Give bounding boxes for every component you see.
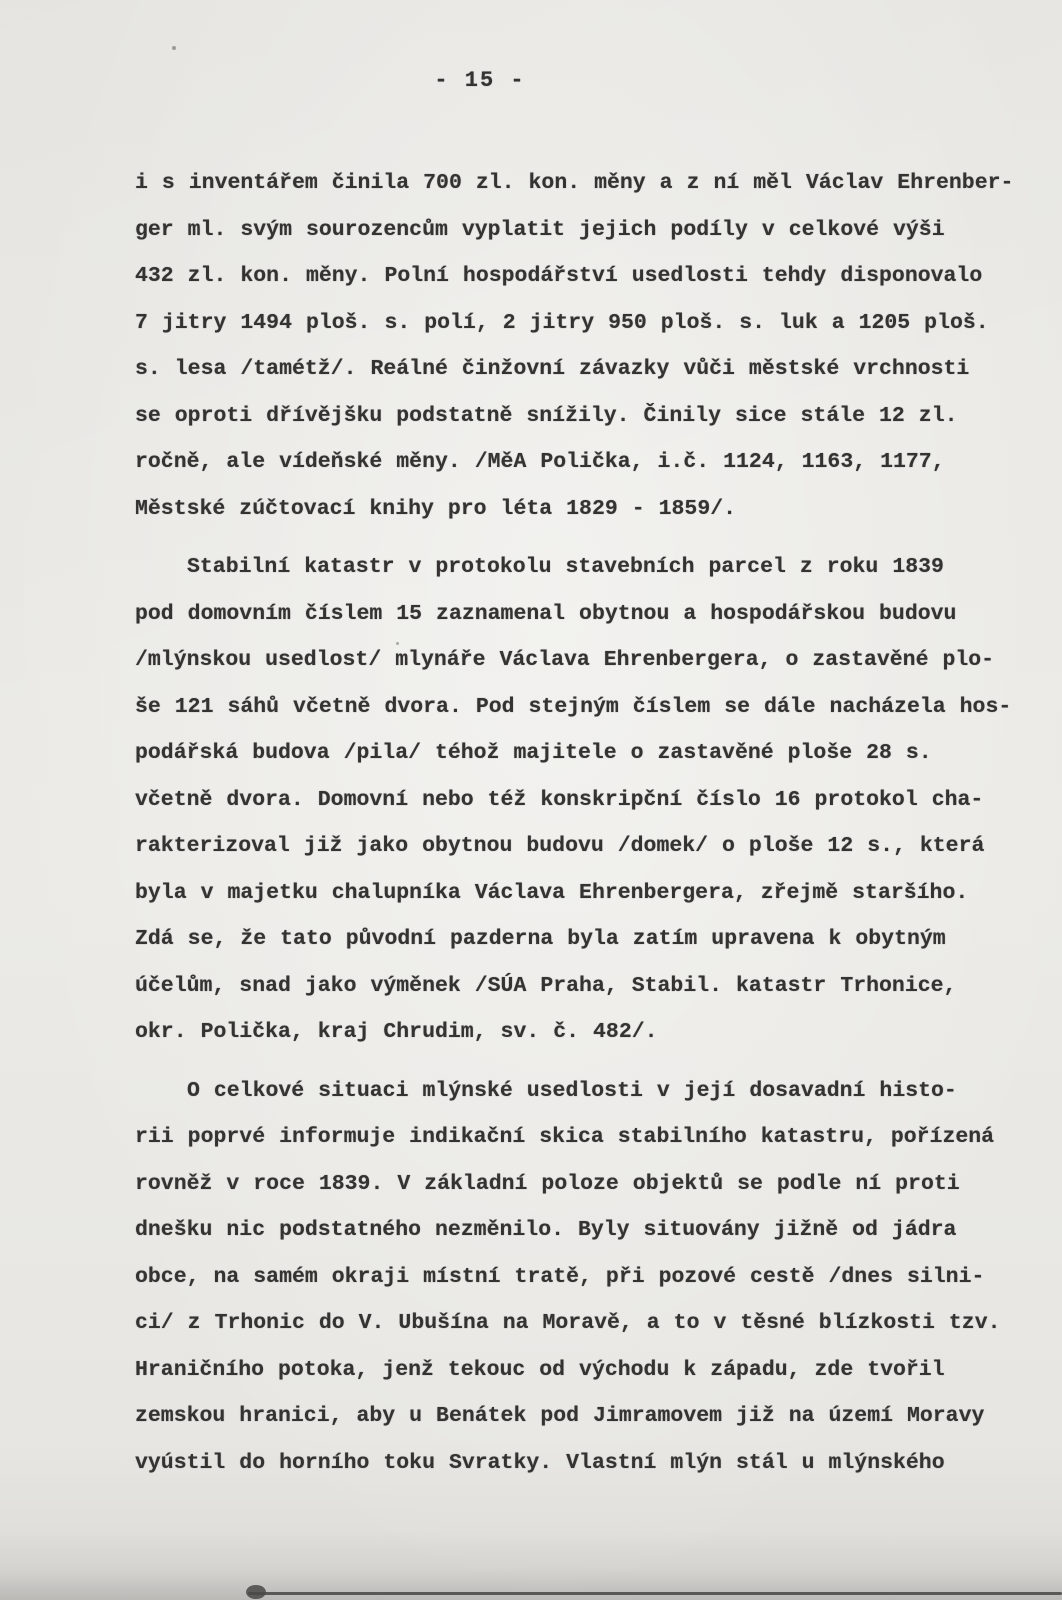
- text-line: 7 jitry 1494 ploš. s. polí, 2 jitry 950 ploš. s. luk a 1205 ploš.: [135, 310, 989, 335]
- text-line: účelům, snad jako výměnek /SÚA Praha, Stabil. katastr Trhonice,: [135, 973, 957, 998]
- text-line: Stabilní katastr v protokolu stavebních parcel z roku 1839: [187, 555, 944, 579]
- text-line: okr. Polička, kraj Chrudim, sv. č. 482/.: [135, 1020, 658, 1044]
- text-line: rii poprvé informuje indikační skica stabilního katastru, pořízená: [135, 1125, 995, 1149]
- text-line: O celkové situaci mlýnské usedlosti v její dosavadní histo-: [187, 1078, 957, 1103]
- text-line: ročně, ale vídeňské měny. /MěA Polička, i.č. 1124, 1163, 1177,: [135, 450, 945, 474]
- text-line: i s inventářem činila 700 zl. kon. měny a z ní měl Václav Ehrenber-: [135, 171, 1014, 195]
- text-line: se oproti dřívějšku podstatně snížily. Činily sice stále 12 zl.: [135, 403, 958, 428]
- text-line: Městské zúčtovací knihy pro léta 1829 - 1859/.: [135, 496, 737, 521]
- scan-spot-artifact: [246, 1585, 266, 1599]
- text-line: obce, na samém okraji místní tratě, při pozové cestě /dnes silni-: [135, 1264, 985, 1289]
- paper-speck: [396, 642, 399, 645]
- text-line: Hraničního potoka, jenž tekouc od východu k západu, zde tvořil: [135, 1357, 945, 1382]
- text-line: pod domovním číslem 15 zaznamenal obytnou a hospodářskou budovu: [135, 601, 957, 626]
- text-line: še 121 sáhů včetně dvora. Pod stejným číslem se dále nacházela hos-: [135, 694, 1012, 719]
- paragraph-3: [135, 1068, 1040, 1487]
- text-line: s. lesa /tamétž/. Reálné činžovní závazky vůči městské vrchnosti: [135, 357, 970, 381]
- text-line: ci/ z Trhonic do V. Ubušína na Moravě, a to v těsné blízkosti tzv.: [135, 1311, 1001, 1335]
- text-line: byla v majetku chalupníka Václava Ehrenbergera, zřejmě staršího.: [135, 880, 969, 905]
- document-body: [135, 160, 1040, 1486]
- paper-speck: [172, 46, 176, 50]
- text-line: rakterizoval již jako obytnou budovu /domek/ o ploše 12 s., která: [135, 834, 985, 858]
- text-line: dnešku nic podstatného nezměnilo. Byly situovány jižně od jádra: [135, 1218, 957, 1242]
- text-line: 432 zl. kon. měny. Polní hospodářství usedlosti tehdy disponovalo: [135, 264, 983, 288]
- text-line: vyústil do horního toku Svratky. Vlastní mlýn stál u mlýnského: [135, 1450, 945, 1475]
- text-line: ger ml. svým sourozencům vyplatit jejich podíly v celkové výši: [135, 217, 945, 242]
- text-line: Zdá se, že tato původní pazderna byla zatím upravena k obytným: [135, 927, 946, 951]
- paragraph-1: [135, 160, 1040, 532]
- scan-shadow: [0, 1530, 1062, 1600]
- text-line: podářská budova /pila/ téhož majitele o zastavěné ploše 28 s.: [135, 741, 932, 765]
- paragraph-2: [135, 544, 1040, 1056]
- scan-edge-artifact: [248, 1592, 1062, 1595]
- page-number: - 15 -: [434, 68, 526, 93]
- text-line: rovněž v roce 1839. V základní poloze objektů se podle ní proti: [135, 1171, 960, 1196]
- text-line: /mlýnskou usedlost/ mlynáře Václava Ehrenbergera, o zastavěné plo-: [135, 648, 995, 672]
- text-line: včetně dvora. Domovní nebo též konskripční číslo 16 protokol cha-: [135, 787, 984, 812]
- text-line: zemskou hranici, aby u Benátek pod Jimramovem již na území Moravy: [135, 1404, 985, 1428]
